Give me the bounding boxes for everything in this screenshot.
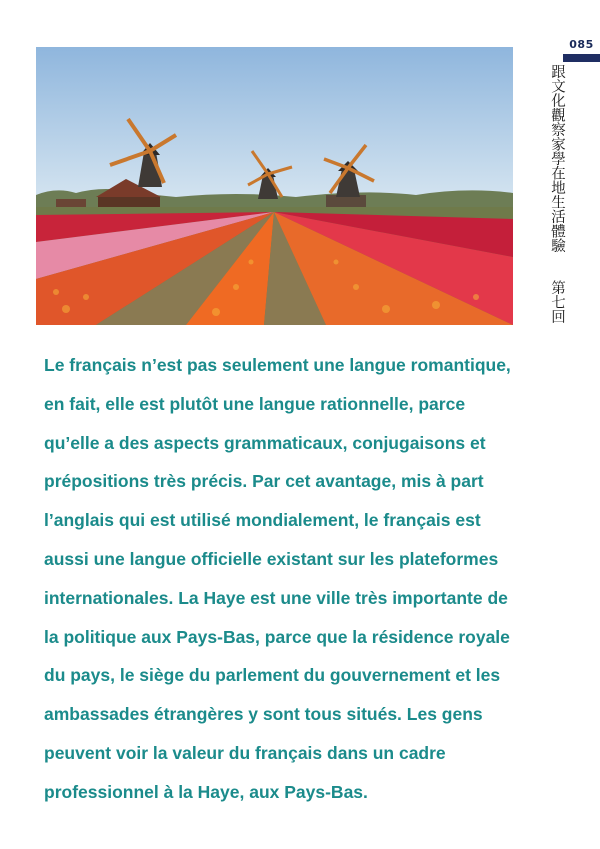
page-number-bar <box>563 54 600 62</box>
windmill-tulip-photo <box>36 47 513 325</box>
chapter-label: 第七回 <box>549 280 565 324</box>
side-title: 跟文化觀察家學在地生活體驗 <box>549 64 565 253</box>
page-number: 085 <box>569 38 594 51</box>
photo-illustration <box>36 47 513 325</box>
body-paragraph: Le français n’est pas seulement une langue romantique, en fait, elle est plutôt une langue rationnelle, parce qu’elle a des aspects grammaticaux, conjugaisons et prépositions très précis. Par cet avantage, mis à part l’anglais qui est utilisé mondialement, le français est aussi une langue officielle existant sur les plateformes internationales. La Haye est une ville très importante de la politique aux Pays-Bas, parce que la résidence royale du pays, le siège du parlement du gouvernement et les ambassades étrangères y sont tous situés. Les gens peuvent voir la valeur du français dans un cadre professionnel à la Haye, aux Pays-Bas. <box>44 355 511 802</box>
